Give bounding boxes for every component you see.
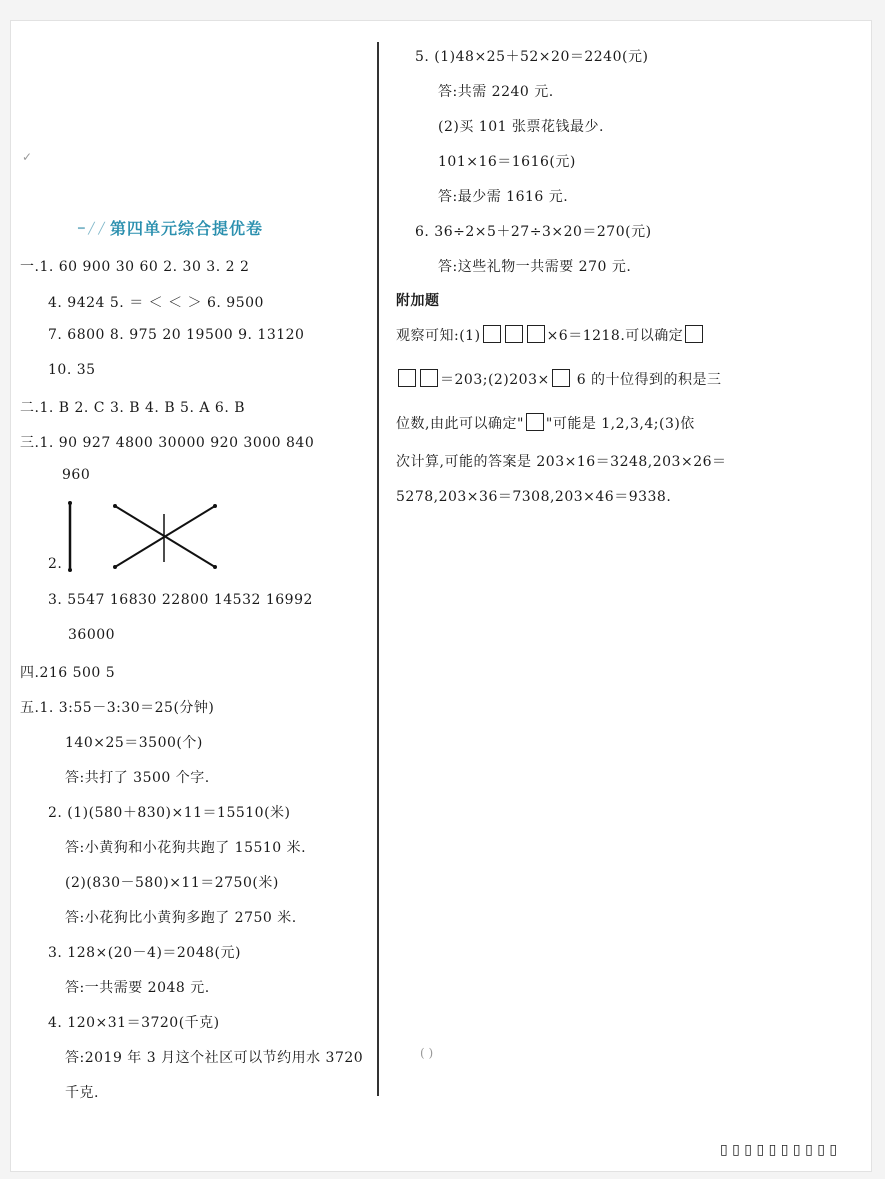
answer-line: 36000 <box>68 627 116 643</box>
answer-line: 4. 120×31＝3720(千克) <box>48 1015 220 1031</box>
answer-line: 三.1. 90 927 4800 30000 920 3000 840 <box>20 435 315 451</box>
answer-line: 千克. <box>65 1085 99 1101</box>
answer-line: (2)买 101 张票花钱最少. <box>438 119 604 135</box>
bonus-line <box>396 413 695 433</box>
bonus-text: 观察可知:(1) <box>396 328 481 344</box>
line-drawing-figure <box>60 500 230 580</box>
bonus-text: ＝203;(2)203× <box>440 372 550 388</box>
bonus-line: 次计算,可能的答案是 203×16＝3248,203×26＝ <box>396 454 727 470</box>
answer-line: 2. <box>48 556 63 572</box>
answer-line: 3. 5547 16830 22800 14532 16992 <box>48 592 313 608</box>
blank-box <box>526 413 544 431</box>
title-decoration: ━ ╱ ╱ <box>78 222 105 235</box>
scan-speck: ( ) <box>420 1046 434 1060</box>
answer-line: 答:共打了 3500 个字. <box>65 770 210 786</box>
answer-line: 答:2019 年 3 月这个社区可以节约用水 3720 <box>65 1050 364 1066</box>
bonus-text: "可能是 1,2,3,4;(3)依 <box>545 416 695 432</box>
scan-speck: ✓ <box>22 150 33 164</box>
answer-line: 140×25＝3500(个) <box>65 735 203 751</box>
answer-line: 一.1. 60 900 30 60 2. 30 3. 2 2 <box>20 259 250 275</box>
answer-line: 101×16＝1616(元) <box>438 154 576 170</box>
answer-line: 答:小黄狗和小花狗共跑了 15510 米. <box>65 840 307 856</box>
answer-line: 四.216 500 5 <box>20 665 116 681</box>
page-corner-marks: ▯ ▯ ▯ ▯ ▯ ▯ ▯ ▯ ▯ ▯ <box>720 1142 838 1158</box>
answer-line: 2. (1)(580＋830)×11＝15510(米) <box>48 805 291 821</box>
answer-line: 5. (1)48×25＋52×20＝2240(元) <box>415 49 649 65</box>
bonus-heading: 附加题 <box>396 293 440 309</box>
bonus-line: 5278,203×36＝7308,203×46＝9338. <box>396 489 672 505</box>
answer-line: 答:最少需 1616 元. <box>438 189 569 205</box>
blank-box <box>685 325 703 343</box>
answer-line: 答:这些礼物一共需要 270 元. <box>438 259 632 275</box>
blank-box <box>483 325 501 343</box>
blank-box <box>552 369 570 387</box>
blank-box <box>420 369 438 387</box>
bonus-line <box>396 369 722 389</box>
answer-line: 3. 128×(20－4)＝2048(元) <box>48 945 241 961</box>
answer-line: 答:小花狗比小黄狗多跑了 2750 米. <box>65 910 297 926</box>
section-title: 第四单元综合提优卷 <box>110 219 264 238</box>
answer-line: 7. 6800 8. 975 20 19500 9. 13120 <box>48 327 305 343</box>
answer-line: 五.1. 3:55－3:30＝25(分钟) <box>20 700 215 716</box>
answer-line: 4. 9424 5. ＝ ＜ ＜ ＞ 6. 9500 <box>48 295 264 311</box>
answer-line: 答:一共需要 2048 元. <box>65 980 210 996</box>
answer-line: 10. 35 <box>48 362 96 378</box>
answer-line: 960 <box>62 467 91 483</box>
bonus-text: ×6＝1218.可以确定 <box>546 328 684 344</box>
bonus-text: 位数,由此可以确定" <box>396 416 524 432</box>
blank-box <box>398 369 416 387</box>
answer-line: (2)(830－580)×11＝2750(米) <box>65 875 279 891</box>
blank-box <box>505 325 523 343</box>
column-divider <box>377 42 379 1096</box>
answer-line: 答:共需 2240 元. <box>438 84 554 100</box>
bonus-text: 6 的十位得到的积是三 <box>576 372 722 388</box>
answer-line: 二.1. B 2. C 3. B 4. B 5. A 6. B <box>20 400 246 416</box>
answer-line: 6. 36÷2×5＋27÷3×20＝270(元) <box>415 224 652 240</box>
blank-box <box>527 325 545 343</box>
bonus-line <box>396 325 705 345</box>
